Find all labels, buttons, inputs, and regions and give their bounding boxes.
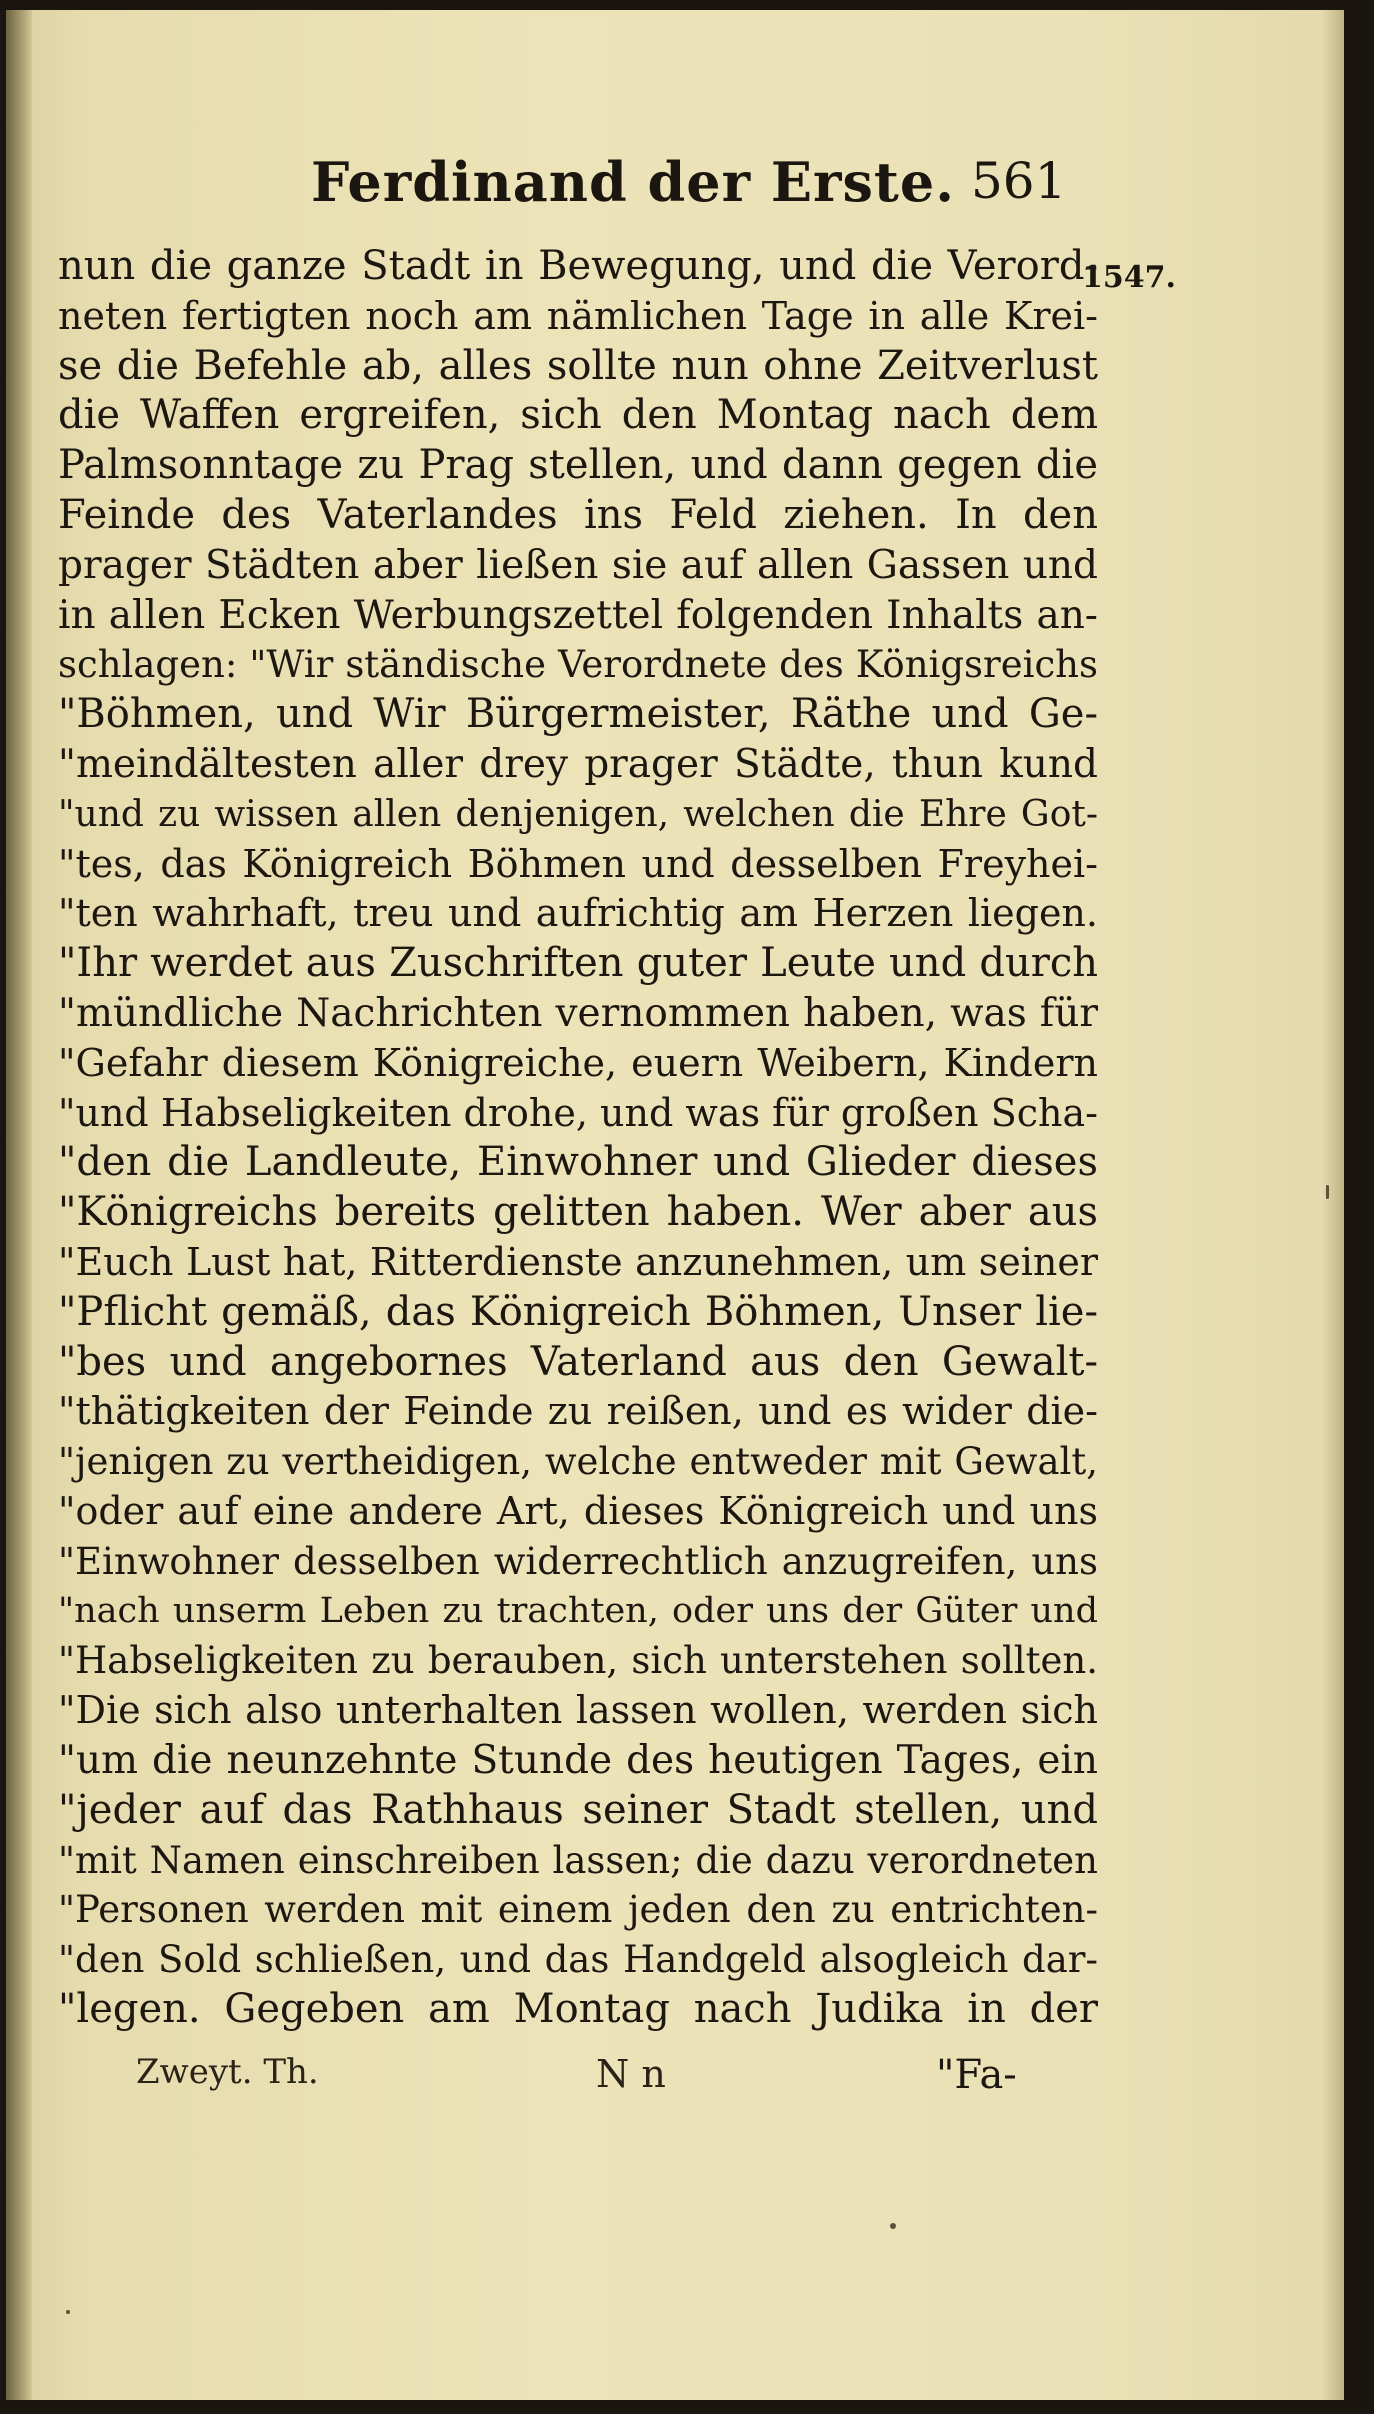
page-edge <box>1322 10 1344 2400</box>
book-page <box>6 10 1344 2400</box>
page-footer <box>6 2052 1344 2112</box>
text-line: se die Befehle ab, alles sollte nun ohne Zeitverlust <box>58 342 1098 389</box>
text-line: "Gefahr diesem Königreiche, euern Weibern, Kindern <box>58 1040 1098 1085</box>
text-line: prager Städten aber ließen sie auf allen Gassen und <box>58 542 1098 588</box>
text-line: "ten wahrhaft, treu und aufrichtig am Herzen liegen. <box>58 891 1098 936</box>
text-line: "oder auf eine andere Art, dieses Königreich und uns <box>58 1488 1098 1533</box>
text-line: "meindältesten aller drey prager Städte, thun kund <box>58 741 1098 787</box>
text-line: "mit Namen einschreiben lassen; die dazu verordneten <box>58 1838 1098 1882</box>
text-line: "thätigkeiten der Feinde zu reißen, und es wider die- <box>58 1389 1098 1434</box>
text-line: in allen Ecken Werbungszettel folgenden Inhalts an- <box>58 592 1098 638</box>
text-line: "den Sold schließen, und das Handgeld alsogleich dar- <box>58 1938 1098 1982</box>
catchword: "Fa- <box>936 2052 1017 2098</box>
text-line: "Habseligkeiten zu berauben, sich unterstehen sollten. <box>58 1639 1098 1683</box>
text-line: "legen. Gegeben am Montag nach Judika in der <box>58 1985 1098 2032</box>
text-line: "und zu wissen allen denjenigen, welchen die Ehre Got- <box>58 793 1098 835</box>
text-line: "tes, das Königreich Böhmen und desselben Freyhei- <box>58 841 1098 886</box>
text-line: schlagen: "Wir ständische Verordnete des Königsreichs <box>58 643 1098 687</box>
paper-speck <box>890 2223 896 2229</box>
page-number: 561 <box>971 152 1067 210</box>
signature-mark: Zweyt. Th. <box>136 2052 319 2092</box>
page-gutter <box>6 10 32 2400</box>
text-line: Palmsonntage zu Prag stellen, und dann gegen die <box>58 442 1098 489</box>
text-line: "jeder auf das Rathhaus seiner Stadt stellen, und <box>58 1786 1098 1833</box>
gathering-mark: N n <box>596 2052 666 2096</box>
text-line: "Ihr werdet aus Zuschriften guter Leute und durch <box>58 940 1098 987</box>
text-line: "nach unserm Leben zu trachten, oder uns der Güter und <box>58 1590 1098 1631</box>
text-line: nun die ganze Stadt in Bewegung, und die Verord- <box>58 243 1098 289</box>
text-line: "jenigen zu vertheidigen, welche entweder mit Gewalt, <box>58 1440 1098 1484</box>
margin-year-note: 1547. <box>1082 260 1176 295</box>
text-line: die Waffen ergreifen, sich den Montag nach dem <box>58 392 1098 439</box>
text-line: "bes und angebornes Vaterland aus den Gewalt- <box>58 1338 1098 1385</box>
paper-speck <box>1326 1185 1329 1199</box>
text-line: neten fertigten noch am nämlichen Tage in alle Krei- <box>58 293 1098 338</box>
paper-speck <box>66 2310 70 2314</box>
text-line: "Die sich also unterhalten lassen wollen, werden sich <box>58 1688 1098 1733</box>
text-line: "Euch Lust hat, Ritterdienste anzunehmen, um seiner <box>58 1239 1098 1284</box>
text-line: "Einwohner desselben widerrechtlich anzugreifen, uns <box>58 1539 1098 1583</box>
page-header <box>6 150 1344 230</box>
running-title: Ferdinand der Erste. <box>311 150 956 214</box>
text-line: "Personen werden mit einem jeden den zu entrichten- <box>58 1888 1098 1932</box>
text-line: "Pflicht gemäß, das Königreich Böhmen, Unser lie- <box>58 1288 1098 1335</box>
body-text <box>58 242 1098 2035</box>
text-line: "und Habseligkeiten drohe, und was für großen Scha- <box>58 1090 1098 1135</box>
text-line: "um die neunzehnte Stunde des heutigen Tages, ein <box>58 1737 1098 1783</box>
text-line: Feinde des Vaterlandes ins Feld ziehen. In den <box>58 491 1098 538</box>
text-line: "Königreichs bereits gelitten haben. Wer aber aus <box>58 1189 1098 1236</box>
text-line: "den die Landleute, Einwohner und Glieder dieses <box>58 1139 1098 1186</box>
text-line: "mündliche Nachrichten vernommen haben, was für <box>58 990 1098 1036</box>
text-line: "Böhmen, und Wir Bürgermeister, Räthe und Ge- <box>58 691 1098 738</box>
